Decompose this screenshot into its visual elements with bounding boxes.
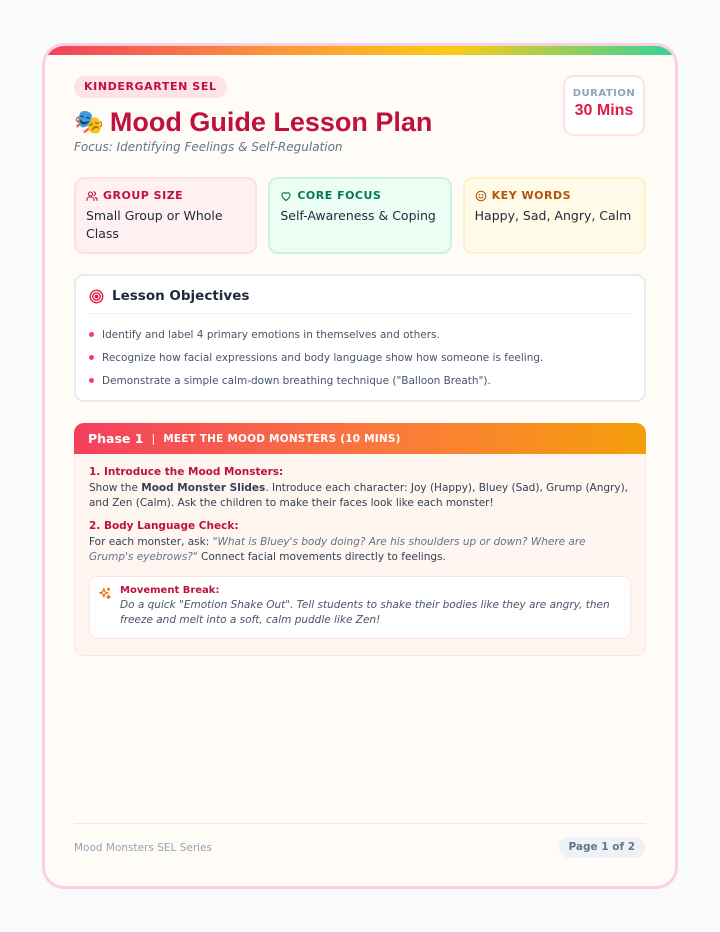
movement-break-text: Do a quick "Emotion Shake Out". Tell students to shake their bodies like they are angry, then freeze and melt into a soft, calm puddle like Zen! xyxy=(120,599,610,626)
objectives-list xyxy=(89,323,631,392)
group-size-value: Small Group or Whole Class xyxy=(86,208,223,241)
duration-value: 30 Mins xyxy=(574,102,634,119)
bullet-dot xyxy=(89,332,94,337)
phase-title: MEET THE MOOD MONSTERS (10 MINS) xyxy=(163,432,401,445)
objectives-title: Lesson Objectives xyxy=(112,288,250,304)
movement-break-title: Movement Break: xyxy=(120,585,220,596)
objective-text: Identify and label 4 primary emotions in themselves and others. xyxy=(102,328,440,341)
group-size-label: GROUP SIZE xyxy=(103,189,184,202)
phase-header xyxy=(74,423,646,454)
group-size-card xyxy=(74,177,257,254)
duration-box xyxy=(563,75,645,136)
title-text: Mood Guide Lesson Plan xyxy=(109,106,433,137)
sparkles-icon xyxy=(98,587,112,601)
page-title xyxy=(74,104,432,140)
step-1-title: 1. Introduce the Mood Monsters: xyxy=(89,466,284,478)
step-2-quote: "What is Bluey's body doing? Are his shoulders up or down? Where are Grump's eyebrows?" xyxy=(89,536,586,563)
page-number-badge: Page 1 of 2 xyxy=(559,837,646,858)
series-name: Mood Monsters SEL Series xyxy=(74,842,212,854)
phase-body xyxy=(74,454,646,656)
core-focus-label: CORE FOCUS xyxy=(297,189,382,202)
step-2-text xyxy=(89,535,631,565)
step-2-title: 2. Body Language Check: xyxy=(89,520,239,532)
smile-icon xyxy=(475,190,487,202)
step-2-pre: For each monster, ask: xyxy=(89,536,213,548)
grade-tag: KINDERGARTEN SEL xyxy=(74,76,227,98)
footer-divider xyxy=(74,823,646,824)
list-item xyxy=(89,346,631,369)
lesson-objectives-section xyxy=(74,274,646,402)
step-1-pre: Show the xyxy=(89,482,142,494)
users-icon xyxy=(86,190,98,202)
heart-icon xyxy=(280,190,292,202)
objective-text: Demonstrate a simple calm-down breathing technique ("Balloon Breath"). xyxy=(102,374,491,387)
step-1-bold: Mood Monster Slides xyxy=(141,482,266,494)
phase-label: Phase 1 xyxy=(88,431,144,446)
phase-separator: | xyxy=(151,432,156,445)
lesson-plan-page xyxy=(42,43,678,889)
info-cards xyxy=(74,177,646,254)
step-1-text xyxy=(89,481,631,511)
step-2-post: Connect facial movements directly to feelings. xyxy=(197,551,446,563)
core-focus-value: Self-Awareness & Coping xyxy=(280,208,436,223)
top-gradient-stripe xyxy=(45,46,675,55)
key-words-label: KEY WORDS xyxy=(491,189,571,202)
objective-text: Recognize how facial expressions and body language show how someone is feeling. xyxy=(102,351,544,364)
theater-masks-icon: 🎭 xyxy=(74,108,104,136)
step-1-post: . Introduce each character: Joy (Happy), Bluey (Sad), Grump (Angry), and Zen (Calm). Ask the children to make their faces look like each monster! xyxy=(89,482,629,509)
key-words-value: Happy, Sad, Angry, Calm xyxy=(474,208,632,223)
list-item xyxy=(89,369,631,392)
core-focus-card xyxy=(268,177,451,254)
movement-break-box xyxy=(89,576,631,639)
key-words-card xyxy=(463,177,646,254)
bullet-dot xyxy=(89,355,94,360)
subtitle: Focus: Identifying Feelings & Self-Regulation xyxy=(74,140,343,154)
list-item xyxy=(89,323,631,346)
bullet-dot xyxy=(89,378,94,383)
target-icon xyxy=(89,289,104,304)
duration-label: DURATION xyxy=(572,88,636,99)
